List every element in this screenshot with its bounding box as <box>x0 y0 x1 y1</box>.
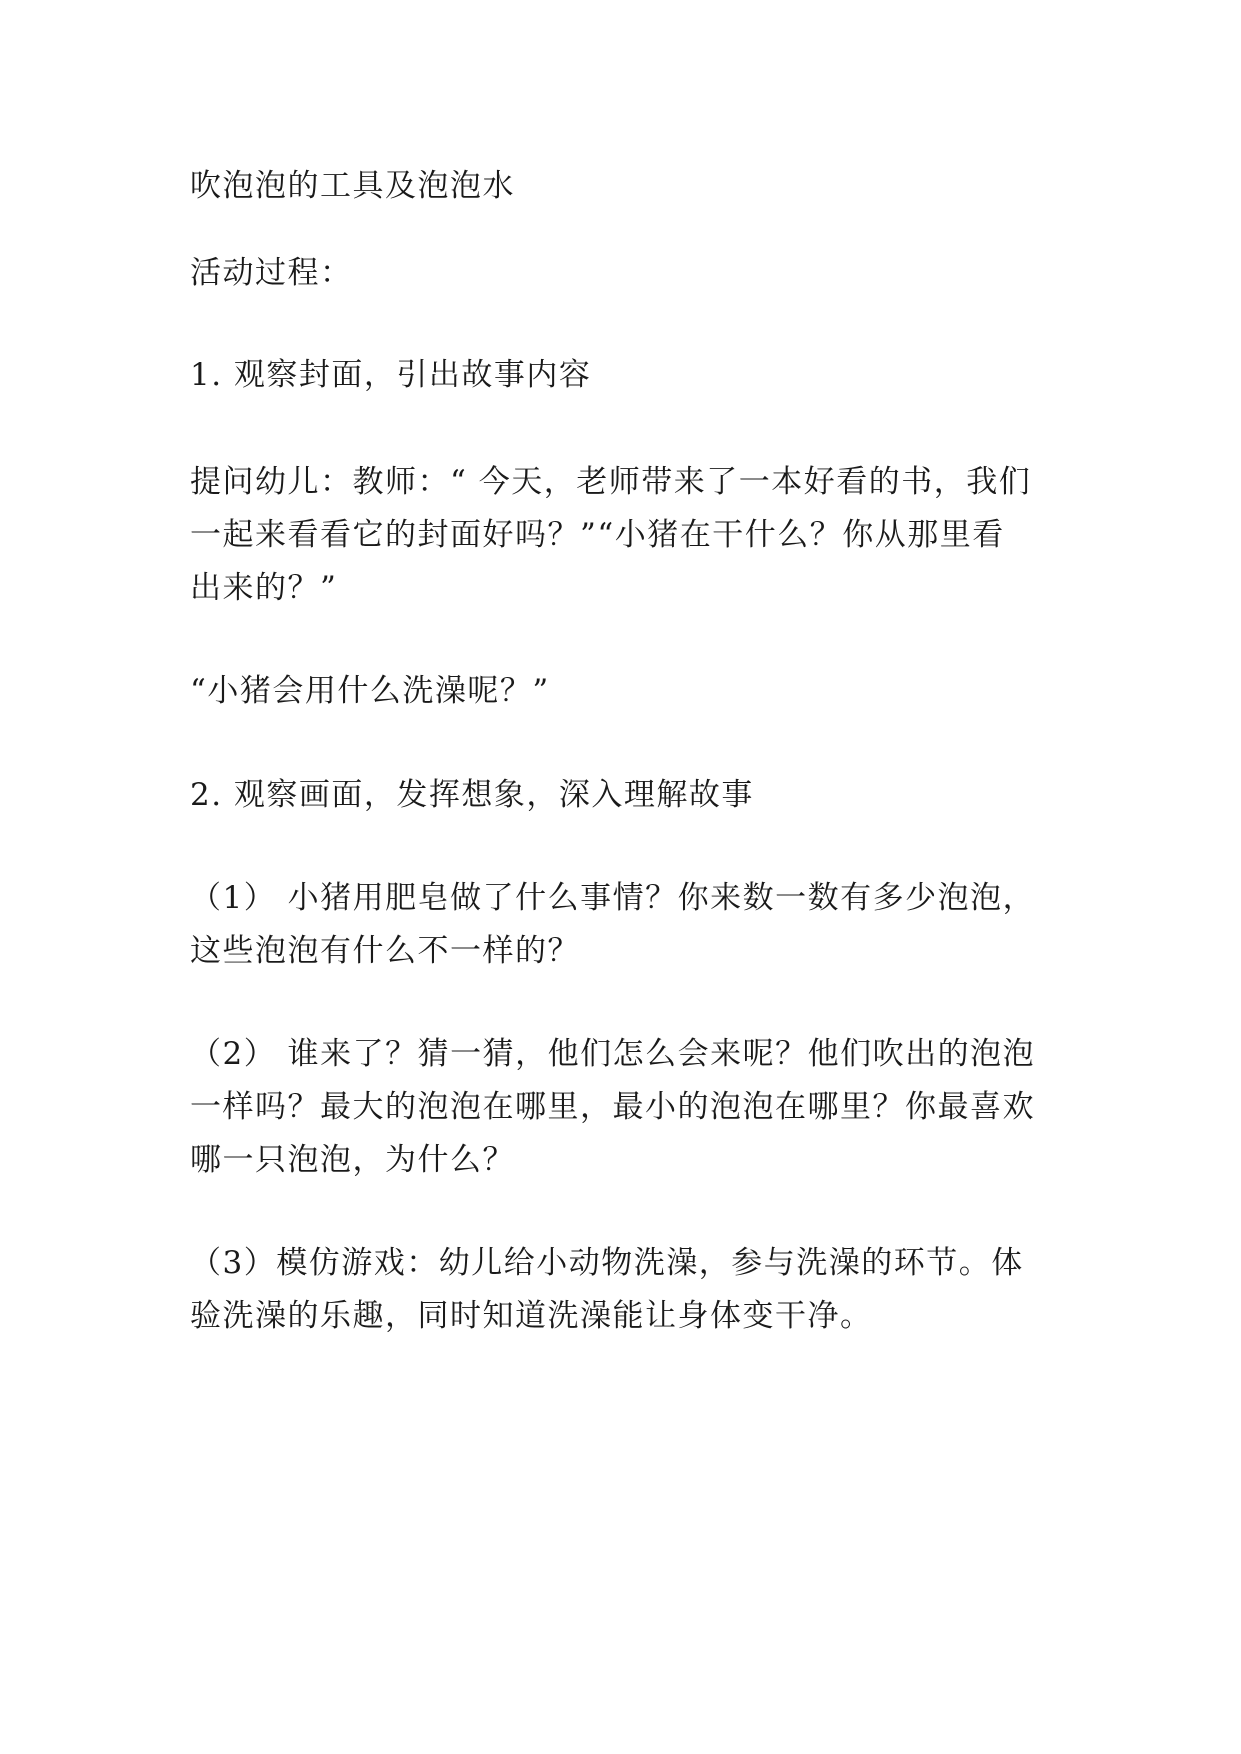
question-2-line-3: 哪一只泡泡，为什么？ <box>190 1142 515 1178</box>
question-2-line-2: 一样吗？最大的泡泡在哪里，最小的泡泡在哪里？你最喜欢 <box>190 1089 1035 1125</box>
step-1-heading: 1. 观察封面，引出故事内容 <box>190 357 592 393</box>
paragraph-bath-question: “小猪会用什么洗澡呢？” <box>190 673 550 709</box>
question-3-line-1: （3）模仿游戏：幼儿给小动物洗澡，参与洗澡的环节。体 <box>190 1245 1024 1281</box>
heading-activity-process: 活动过程： <box>190 255 353 291</box>
question-1-line-2: 这些泡泡有什么不一样的？ <box>190 933 580 969</box>
question-2-line-1: （2） 谁来了？猜一猜，他们怎么会来呢？他们吹出的泡泡 <box>190 1036 1036 1072</box>
paragraph-materials: 吹泡泡的工具及泡泡水 <box>190 168 515 204</box>
paragraph-teacher-question-line-2: 一起来看看它的封面好吗？”“小猪在干什么？你从那里看 <box>190 517 1005 553</box>
question-3-line-2: 验洗澡的乐趣，同时知道洗澡能让身体变干净。 <box>190 1298 873 1334</box>
step-2-heading: 2. 观察画面，发挥想象，深入理解故事 <box>190 777 754 813</box>
paragraph-teacher-question-line-1: 提问幼儿：教师：“ 今天，老师带来了一本好看的书，我们 <box>190 464 1032 500</box>
paragraph-teacher-question-line-3: 出来的？” <box>190 570 338 606</box>
question-1-line-1: （1） 小猪用肥皂做了什么事情？你来数一数有多少泡泡， <box>190 880 1036 916</box>
